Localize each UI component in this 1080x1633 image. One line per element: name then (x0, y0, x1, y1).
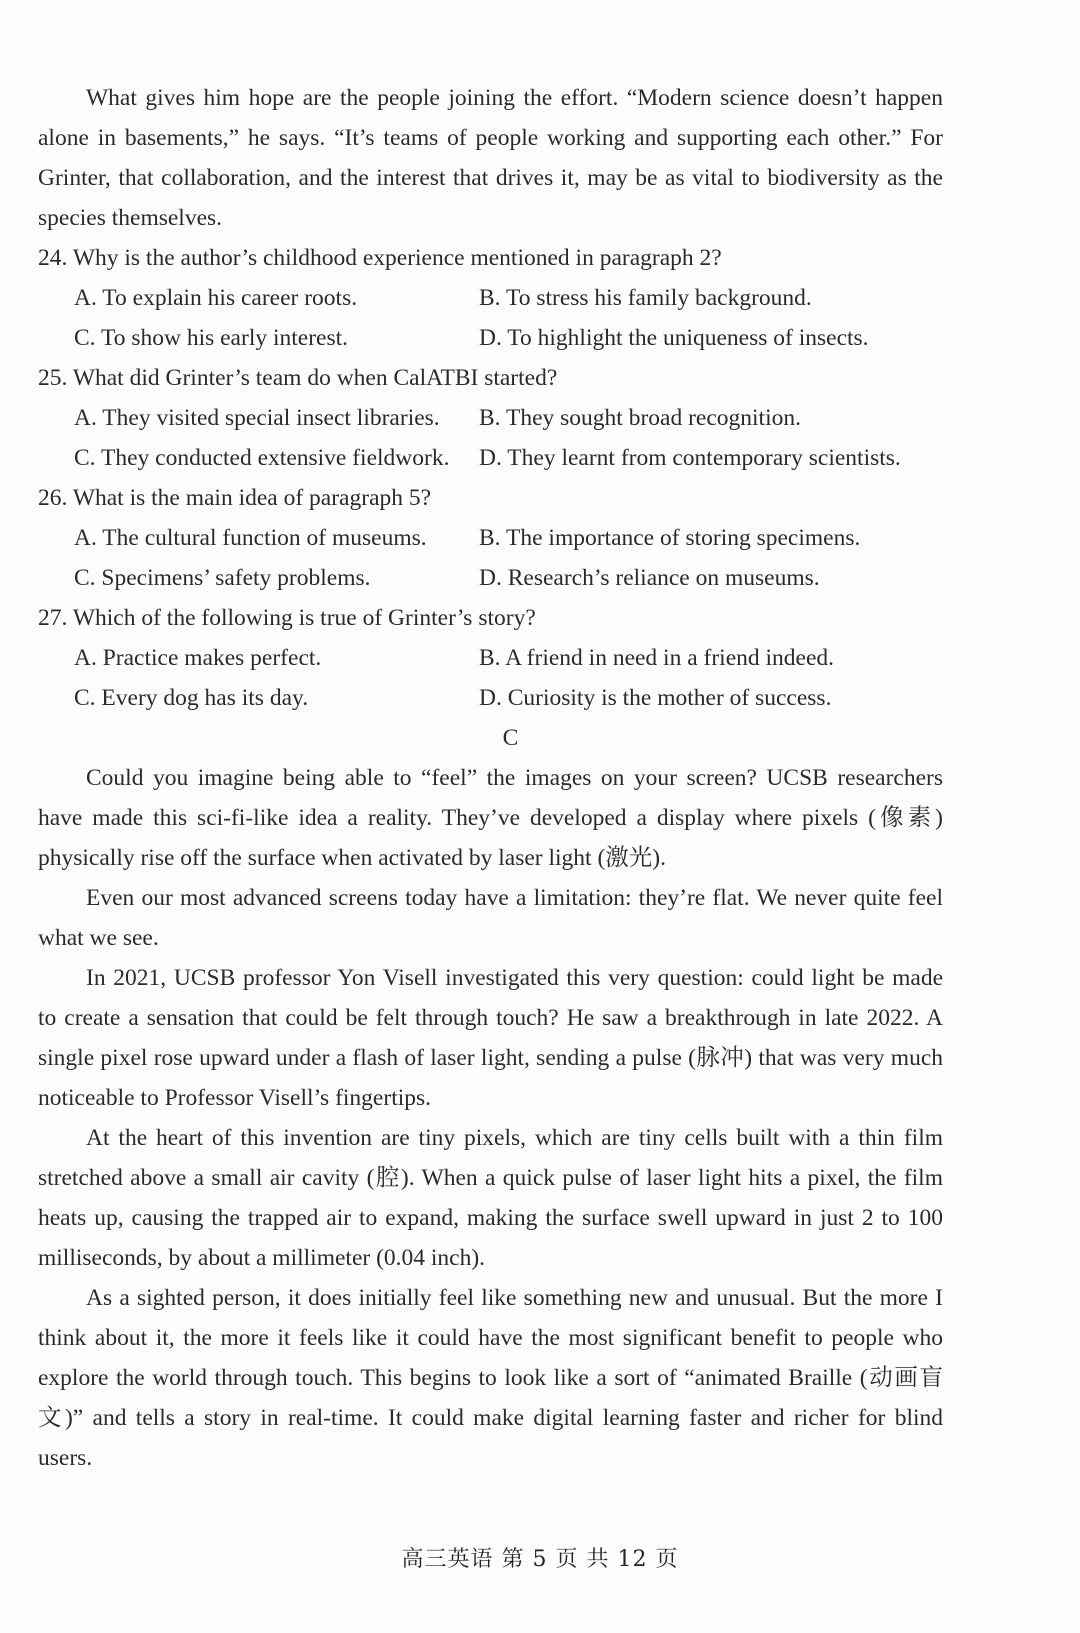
options-row (38, 438, 943, 478)
option-d: D. Research’s reliance on museums. (479, 565, 820, 591)
option-b: B. The importance of storing specimens. (479, 525, 861, 551)
question-stem: 24. Why is the author’s childhood experience mentioned in paragraph 2? (38, 245, 722, 271)
passage-c-paragraph-4: At the heart of this invention are tiny pixels, which are tiny cells built with a thin film stretched above a small air cavity (腔). When a quick pulse of laser light hits a pixel, the film heats up, causing the trapped air to expand, making the surface swell upward in just 2 to 100 milliseconds, by about a millimeter (0.04 inch). (38, 1125, 943, 1271)
options-row (38, 678, 943, 718)
option-c: C. They conducted extensive fieldwork. (74, 445, 450, 471)
question-stem: 27. Which of the following is true of Grinter’s story? (38, 605, 536, 631)
option-c: C. Every dog has its day. (74, 685, 309, 711)
question-27 (38, 598, 943, 718)
options-row (38, 398, 943, 438)
passage-b-final-paragraph: What gives him hope are the people joining the effort. “Modern science doesn’t happen alone in basements,” he says. “It’s teams of people working and supporting each other.” For Grinter, that collaboration, and the interest that drives it, may be as vital to biodiversity as the species themselves. (38, 85, 943, 231)
option-a: A. To explain his career roots. (74, 285, 358, 311)
option-b: B. They sought broad recognition. (479, 405, 801, 431)
passage-c-paragraph-5: As a sighted person, it does initially feel like something new and unusual. But the more I think about it, the more it feels like it could have the most significant benefit to people who explore the world through touch. This begins to look like a sort of “animated Braille (动画盲文)” and tells a story in real-time. It could make digital learning faster and richer for blind users. (38, 1285, 943, 1471)
question-24 (38, 238, 943, 358)
option-d: D. To highlight the uniqueness of insects. (479, 325, 869, 351)
question-stem: 26. What is the main idea of paragraph 5? (38, 485, 432, 511)
page-footer: 高三英语 第 5 页 共 12 页 (401, 1547, 679, 1572)
question-stem: 25. What did Grinter’s team do when CalATBI started? (38, 365, 558, 391)
option-d: D. They learnt from contemporary scientists. (479, 445, 901, 471)
passage-c-paragraph-1: Could you imagine being able to “feel” the images on your screen? UCSB researchers have made this sci-fi-like idea a reality. They’ve developed a display where pixels (像素) physically rise off the surface when activated by laser light (激光). (38, 765, 943, 871)
passage-c-paragraph-2: Even our most advanced screens today have a limitation: they’re flat. We never quite feel what we see. (38, 885, 943, 951)
question-26 (38, 478, 943, 598)
options-row (38, 518, 943, 558)
option-c: C. To show his early interest. (74, 325, 349, 351)
option-b: B. To stress his family background. (479, 285, 812, 311)
page-content (38, 78, 943, 1478)
option-a: A. They visited special insect libraries. (74, 405, 440, 431)
options-row (38, 278, 943, 318)
option-d: D. Curiosity is the mother of success. (479, 685, 832, 711)
option-b: B. A friend in need in a friend indeed. (479, 645, 835, 671)
question-25 (38, 358, 943, 478)
passage-c-paragraph-3: In 2021, UCSB professor Yon Visell investigated this very question: could light be made to create a sensation that could be felt through touch? He saw a breakthrough in late 2022. A single pixel rose upward under a flash of laser light, sending a pulse (脉冲) that was very much noticeable to Professor Visell’s fingertips. (38, 965, 943, 1111)
options-row (38, 318, 943, 358)
section-heading: C (502, 725, 519, 751)
option-a: A. The cultural function of museums. (74, 525, 427, 551)
option-c: C. Specimens’ safety problems. (74, 565, 371, 591)
options-row (38, 558, 943, 598)
options-row (38, 638, 943, 678)
option-a: A. Practice makes perfect. (74, 645, 322, 671)
